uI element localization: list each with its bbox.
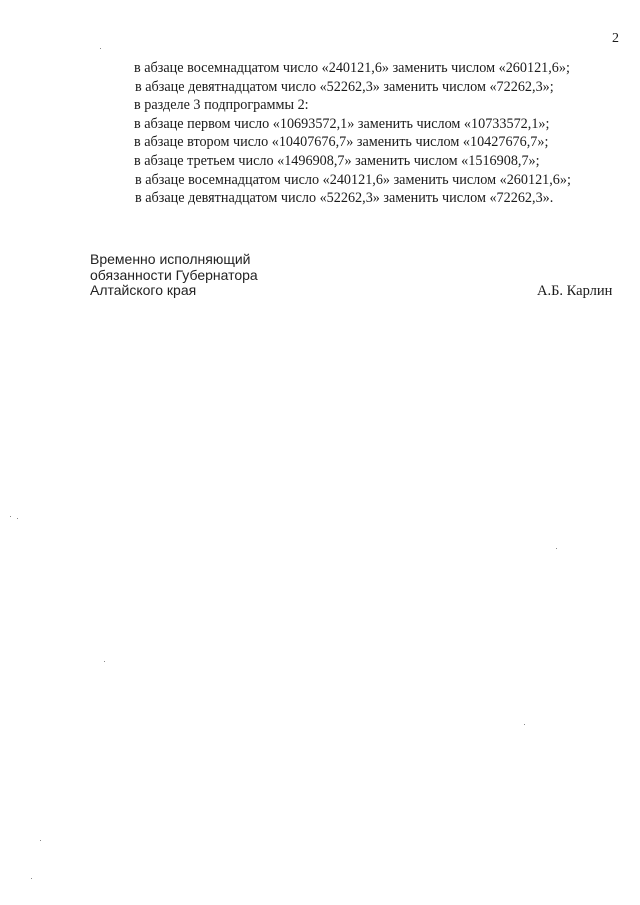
amendment-line: в абзаце девятнадцатом число «52262,3» заменить числом «72262,3».	[135, 190, 554, 207]
scan-speck	[40, 840, 41, 841]
amendment-list	[134, 59, 634, 208]
amendment-line: в абзаце втором число «10407676,7» заменить числом «10427676,7»;	[134, 134, 549, 151]
signatory-position	[90, 252, 258, 299]
scan-speck	[104, 661, 105, 662]
amendment-line: в абзаце восемнадцатом число «240121,6» заменить числом «260121,6»;	[135, 171, 571, 188]
signatory-position-line: Алтайского края	[90, 282, 197, 298]
signatory-position-line: Временно исполняющий	[90, 251, 251, 267]
signer-name: А.Б. Карлин	[537, 283, 613, 299]
scan-speck	[10, 516, 11, 517]
amendment-line: в абзаце первом число «10693572,1» заменить числом «10733572,1»;	[134, 115, 550, 132]
scan-speck	[556, 548, 557, 549]
scan-speck	[31, 878, 32, 879]
amendment-line: в абзаце девятнадцатом число «52262,3» заменить числом «72262,3»;	[135, 78, 554, 95]
amendment-line: в абзаце восемнадцатом число «240121,6» заменить числом «260121,6»;	[134, 60, 570, 76]
section-heading-line: в разделе 3 подпрограммы 2:	[134, 97, 309, 114]
amendment-line: в абзаце третьем число «1496908,7» заменить числом «1516908,7»;	[134, 152, 540, 169]
scan-speck	[100, 48, 101, 49]
page-number: 2	[612, 31, 619, 46]
scan-speck	[524, 724, 525, 725]
signatory-position-line: обязанности Губернатора	[90, 266, 258, 283]
scan-speck	[17, 518, 18, 519]
